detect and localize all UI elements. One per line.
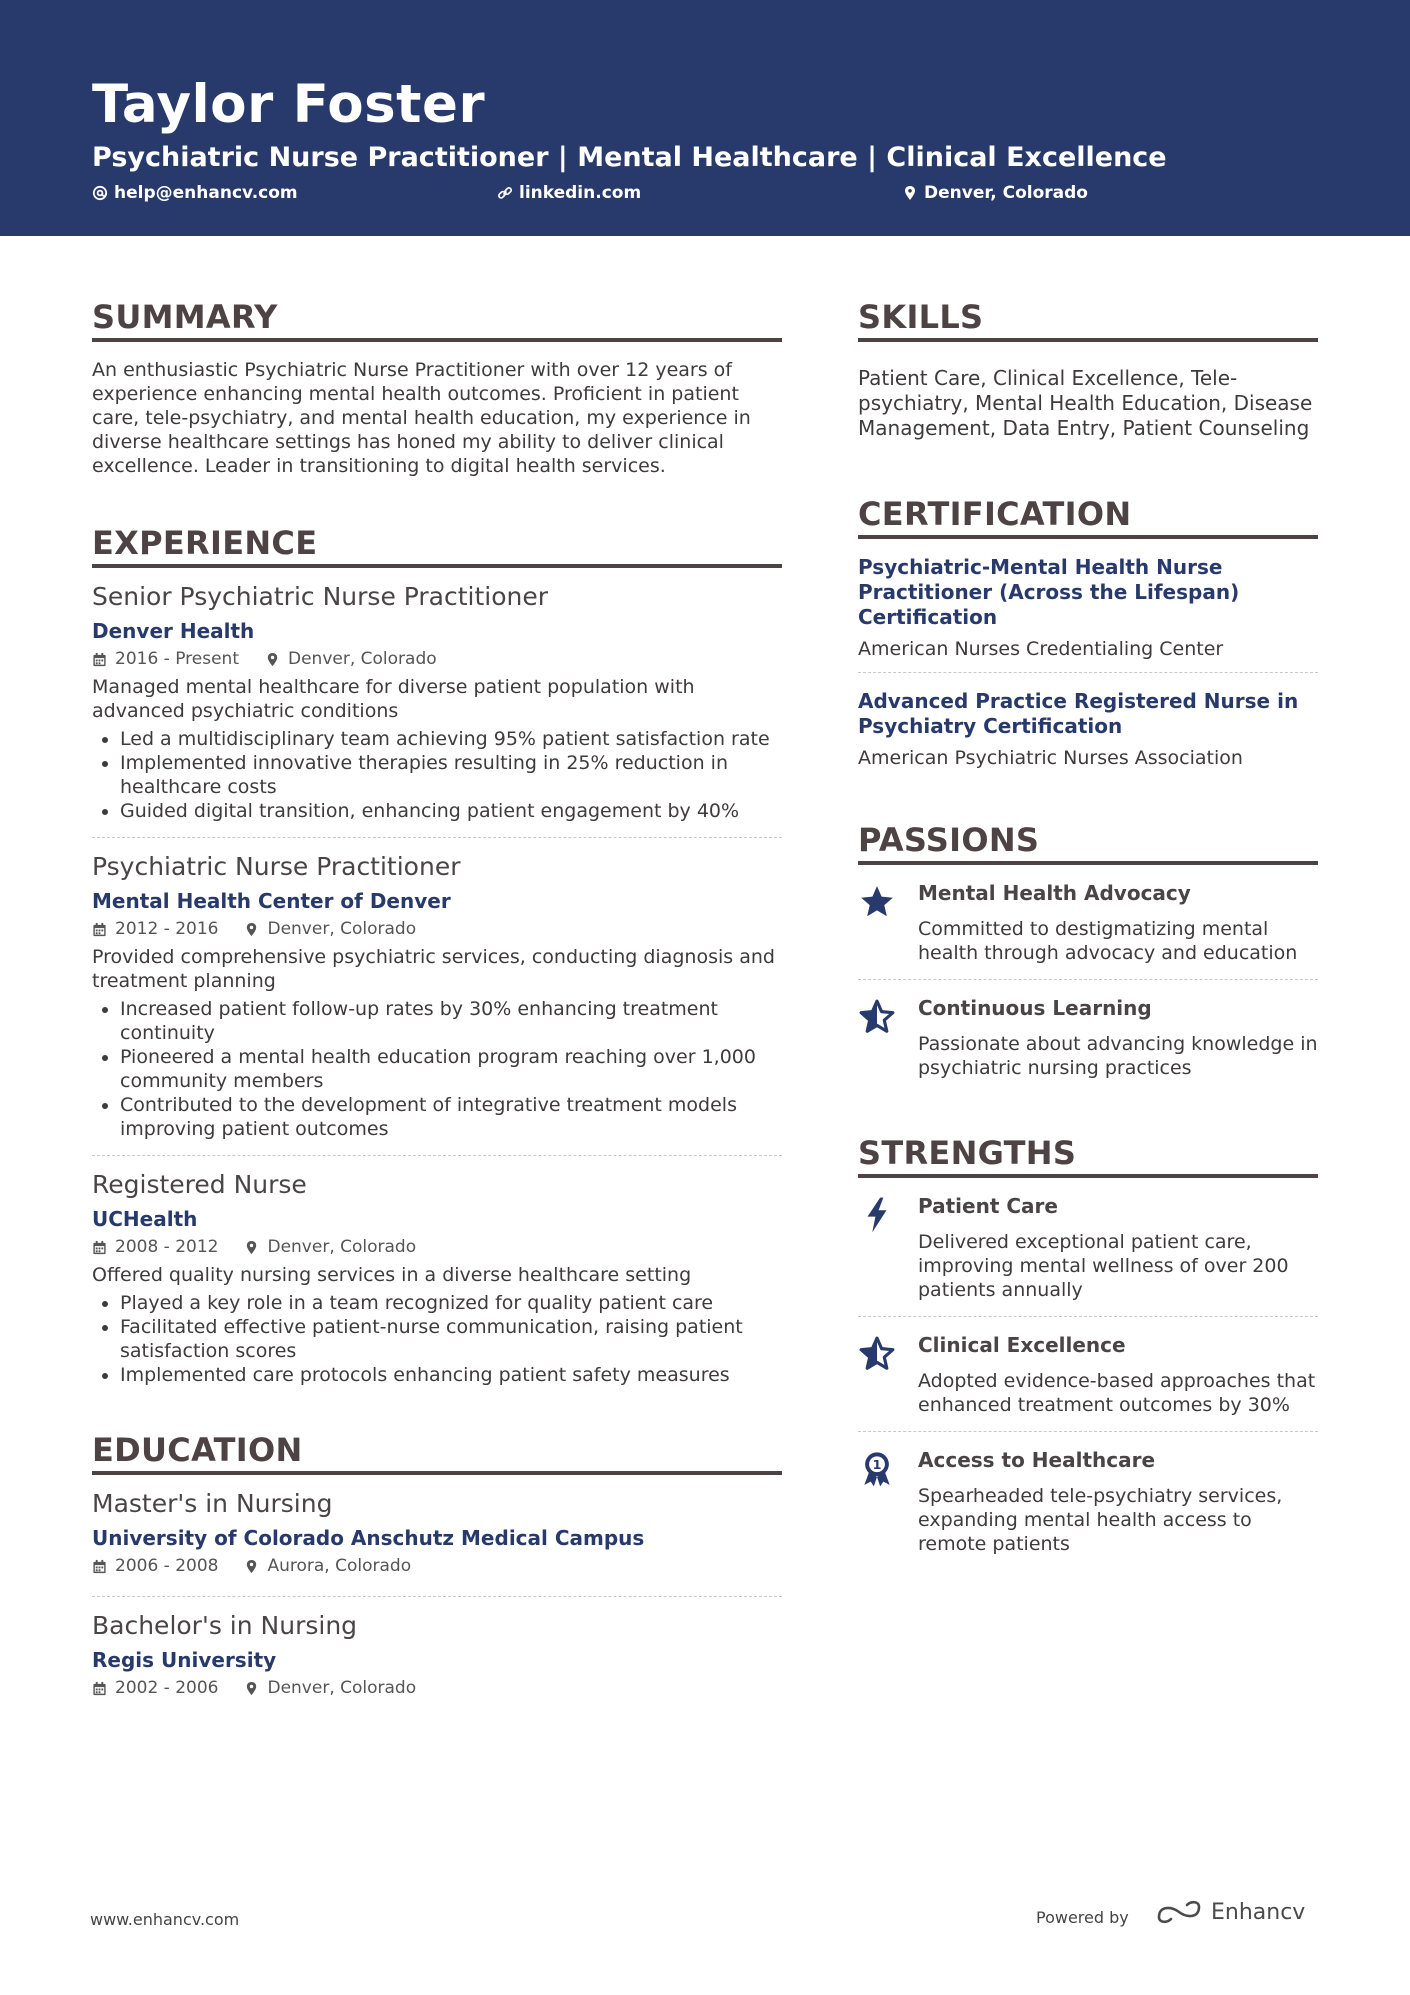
- job-bullet: • Pioneered a mental health education program reaching over 1,000 community members: [120, 1045, 782, 1093]
- at-icon: [92, 185, 108, 201]
- award-icon: [858, 1450, 896, 1488]
- summary-text: An enthusiastic Psychiatric Nurse Practitioner with over 12 years of experience enhancing mental health outcomes. Proficient in patient care, tele-psychiatry, and mental health education, my experience in diverse healthcare settings has honed my ability to deliver clinical excellence. Leader in transitioning to digital health services.: [92, 359, 751, 477]
- passion-entry: [858, 865, 1318, 980]
- job-entry: [92, 568, 782, 838]
- linkedin-text: linkedin.com: [519, 183, 642, 203]
- job-bullets: [92, 1291, 782, 1387]
- summary-section: [92, 298, 782, 478]
- job-bullet: • Increased patient follow-up rates by 30% enhancing treatment continuity: [120, 997, 782, 1045]
- calendar-icon: [92, 1559, 107, 1574]
- job-organization: Mental Health Center of Denver: [92, 889, 451, 913]
- right-column: [858, 298, 1318, 1570]
- strengths-section: [858, 1134, 1318, 1570]
- skills-heading: SKILLS: [858, 298, 1318, 342]
- education-dates: 2006 - 2008: [115, 1556, 219, 1576]
- enhancv-logo[interactable]: [1155, 1897, 1305, 1927]
- job-role: Senior Psychiatric Nurse Practitioner: [92, 582, 549, 611]
- job-location: Denver, Colorado: [288, 649, 437, 669]
- education-meta: [92, 1556, 782, 1576]
- job-bullet: • Contributed to the development of integrative treatment models improving patient outcomes: [120, 1093, 782, 1141]
- job-bullet: • Implemented care protocols enhancing patient safety measures: [120, 1363, 782, 1387]
- job-dates: 2008 - 2012: [115, 1237, 219, 1257]
- contact-email[interactable]: [92, 183, 298, 203]
- job-location: Denver, Colorado: [267, 1237, 417, 1257]
- job-description: Managed mental healthcare for diverse patient population with advanced psychiatric conditions: [92, 676, 695, 722]
- job-dates: 2012 - 2016: [115, 919, 219, 939]
- calendar-icon: [92, 1681, 107, 1696]
- strength-title: Access to Healthcare: [918, 1448, 1156, 1472]
- map-pin-icon: [244, 922, 259, 937]
- strength-entry: [858, 1432, 1318, 1570]
- job-bullet: • Implemented innovative therapies resulting in 25% reduction in healthcare costs: [120, 751, 782, 799]
- job-description: Offered quality nursing services in a diverse healthcare setting: [92, 1264, 692, 1286]
- passion-entry: [858, 980, 1318, 1094]
- education-location: Aurora, Colorado: [267, 1556, 412, 1576]
- calendar-icon: [92, 922, 107, 937]
- strengths-heading: STRENGTHS: [858, 1134, 1318, 1178]
- passion-title: Mental Health Advocacy: [918, 881, 1191, 905]
- certification-name: Advanced Practice Registered Nurse in Psychiatry Certification: [858, 689, 1299, 738]
- education-entry: [92, 1475, 782, 1597]
- map-pin-icon: [265, 652, 280, 667]
- calendar-icon: [92, 652, 107, 667]
- job-entry: [92, 838, 782, 1156]
- job-organization: Denver Health: [92, 619, 255, 643]
- job-meta: [92, 649, 782, 669]
- job-meta: [92, 919, 782, 939]
- powered-by-label: Powered by: [1036, 1908, 1129, 1927]
- job-dates: 2016 - Present: [115, 649, 239, 669]
- experience-section: [92, 524, 782, 1401]
- star-half-icon: [858, 998, 896, 1036]
- star-filled-icon: [858, 883, 896, 921]
- education-meta: [92, 1678, 782, 1698]
- education-location: Denver, Colorado: [267, 1678, 417, 1698]
- strength-title: Clinical Excellence: [918, 1333, 1126, 1357]
- job-bullets: [92, 997, 782, 1141]
- summary-heading: SUMMARY: [92, 298, 782, 342]
- passion-description: Passionate about advancing knowledge in psychiatric nursing practices: [918, 1033, 1318, 1079]
- strength-entry: [858, 1317, 1318, 1432]
- star-half-icon: [858, 1335, 896, 1373]
- job-role: Psychiatric Nurse Practitioner: [92, 852, 461, 881]
- contact-linkedin[interactable]: [497, 183, 641, 203]
- certification-heading: CERTIFICATION: [858, 495, 1318, 539]
- job-location: Denver, Colorado: [267, 919, 417, 939]
- passion-description: Committed to destigmatizing mental health through advocacy and education: [918, 918, 1298, 964]
- candidate-title: Psychiatric Nurse Practitioner | Mental Healthcare | Clinical Excellence: [92, 142, 1167, 173]
- skills-section: [858, 298, 1318, 441]
- skills-text: Patient Care, Clinical Excellence, Tele-psychiatry, Mental Health Education, Disease Management, Data Entry, Patient Counseling: [858, 366, 1313, 440]
- job-bullets: [92, 727, 782, 823]
- school: Regis University: [92, 1648, 277, 1672]
- map-pin-icon: [244, 1559, 259, 1574]
- job-bullet: • Played a key role in a team recognized for quality patient care: [120, 1291, 782, 1315]
- certification-section: [858, 495, 1318, 781]
- experience-heading: EXPERIENCE: [92, 524, 782, 568]
- enhancv-brand-text: Enhancv: [1211, 1899, 1306, 1925]
- strength-title: Patient Care: [918, 1194, 1058, 1218]
- degree: Master's in Nursing: [92, 1489, 333, 1518]
- certification-issuer: American Psychiatric Nurses Association: [858, 747, 1243, 769]
- certification-name: Psychiatric-Mental Health Nurse Practitioner (Across the Lifespan) Certification: [858, 555, 1240, 629]
- passions-heading: PASSIONS: [858, 821, 1318, 865]
- education-section: [92, 1431, 782, 1718]
- certification-entry: [858, 539, 1318, 673]
- strength-description: Delivered exceptional patient care, improving mental wellness of over 200 patients annually: [918, 1231, 1289, 1301]
- degree: Bachelor's in Nursing: [92, 1611, 358, 1640]
- job-bullet: • Led a multidisciplinary team achieving 95% patient satisfaction rate: [120, 727, 782, 751]
- passions-section: [858, 821, 1318, 1094]
- job-bullet: • Facilitated effective patient-nurse communication, raising patient satisfaction scores: [120, 1315, 782, 1363]
- passion-title: Continuous Learning: [918, 996, 1152, 1020]
- map-pin-icon: [244, 1240, 259, 1255]
- strength-entry: [858, 1178, 1318, 1317]
- education-dates: 2002 - 2006: [115, 1678, 219, 1698]
- link-icon: [497, 185, 513, 201]
- svg-text:1: 1: [872, 1457, 882, 1472]
- map-pin-icon: [244, 1681, 259, 1696]
- education-entry: [92, 1597, 782, 1718]
- job-role: Registered Nurse: [92, 1170, 307, 1199]
- job-entry: [92, 1156, 782, 1401]
- job-meta: [92, 1237, 782, 1257]
- bolt-icon: [858, 1196, 896, 1234]
- location-text: Denver, Colorado: [924, 183, 1088, 203]
- certification-entry: [858, 673, 1318, 781]
- job-organization: UCHealth: [92, 1207, 198, 1231]
- education-heading: EDUCATION: [92, 1431, 782, 1475]
- enhancv-logo-icon: [1155, 1897, 1203, 1927]
- resume-header: [0, 0, 1410, 236]
- strength-description: Spearheaded tele-psychiatry services, expanding mental health access to remote patients: [918, 1485, 1283, 1555]
- candidate-name: Taylor Foster: [92, 74, 486, 135]
- certification-issuer: American Nurses Credentialing Center: [858, 638, 1224, 660]
- calendar-icon: [92, 1240, 107, 1255]
- school: University of Colorado Anschutz Medical Campus: [92, 1526, 645, 1550]
- job-description: Provided comprehensive psychiatric services, conducting diagnosis and treatment planning: [92, 946, 775, 992]
- footer-website-link[interactable]: www.enhancv.com: [90, 1910, 240, 1929]
- map-pin-icon: [902, 185, 918, 201]
- left-column: [92, 298, 782, 1718]
- email-text: help@enhancv.com: [114, 183, 298, 203]
- strength-description: Adopted evidence-based approaches that enhanced treatment outcomes by 30%: [918, 1370, 1316, 1416]
- contact-location: [902, 183, 1088, 203]
- job-bullet: • Guided digital transition, enhancing patient engagement by 40%: [120, 799, 782, 823]
